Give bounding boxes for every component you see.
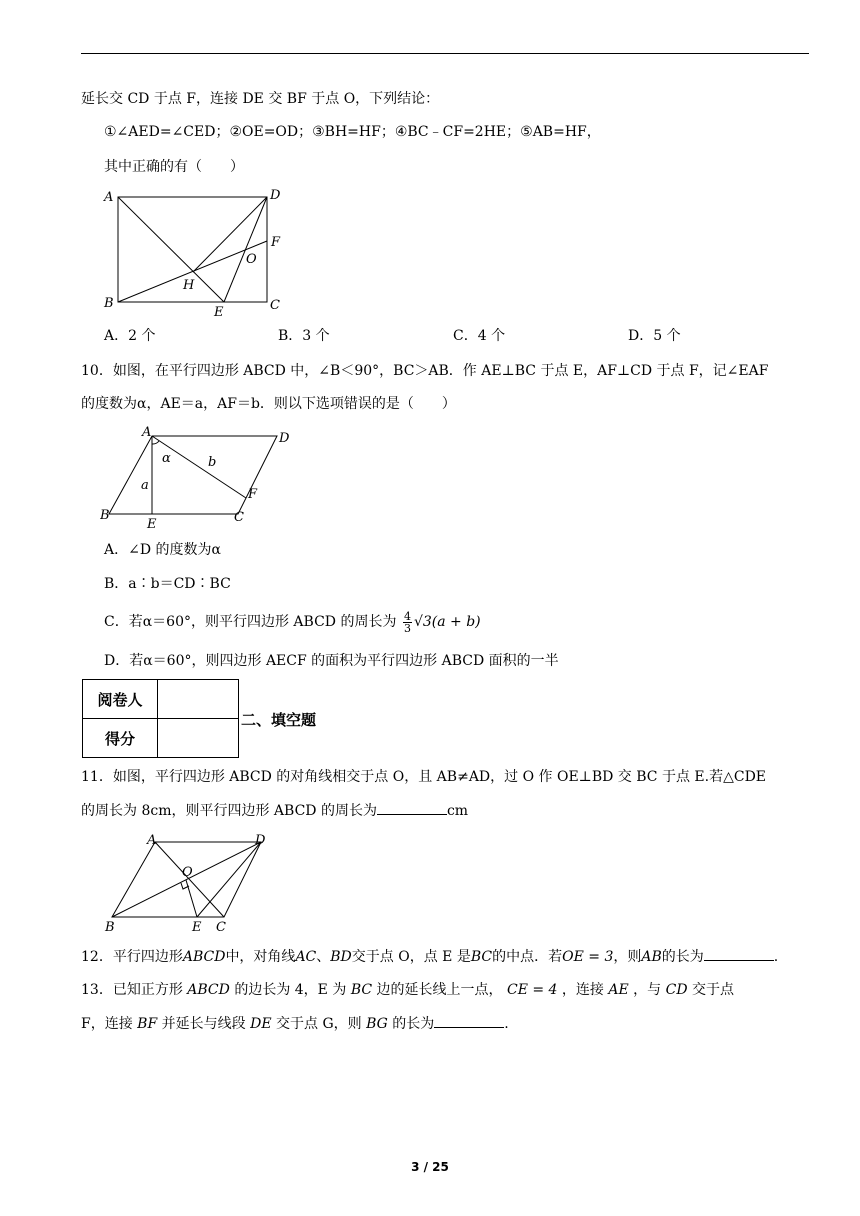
label-f: F <box>271 235 281 250</box>
q12-text: 的长为 <box>661 949 704 965</box>
label-b: B <box>100 508 110 523</box>
math-ce: CE = 4 <box>506 982 558 998</box>
q13-text: 边的延长线上一点， <box>372 982 507 998</box>
q10-option-c <box>104 609 481 635</box>
q12-text: ，则 <box>613 949 642 965</box>
q13-end: . <box>504 1016 509 1032</box>
q9-option-a: A．2 个 <box>104 328 156 344</box>
label-e: E <box>147 517 157 530</box>
reviewer-cell <box>158 680 239 719</box>
altitude-af <box>152 436 246 498</box>
section-title: 二、填空题 <box>241 711 317 729</box>
label-a: A <box>147 833 157 848</box>
q9-option-d: D．5 个 <box>628 328 681 344</box>
fraction <box>403 611 412 634</box>
q13-text: 的长为 <box>387 1016 435 1032</box>
q11-unit: cm <box>446 803 469 819</box>
score-cell <box>158 719 239 758</box>
q12-end: . <box>773 949 779 965</box>
q13-text: 交于点 <box>687 982 735 998</box>
label-d: D <box>255 833 266 848</box>
q11-line1: 11．如图，平行四边形 ABCD 的对角线相交于点 O，且 AB≠AD，过 O 作 OE⊥BD 交 BC 于点 E.若△CDE <box>81 769 767 785</box>
math-bg: BG <box>366 1016 388 1032</box>
label-c: C <box>234 510 244 525</box>
q9-prompt: 其中正确的有（ ） <box>104 159 244 175</box>
page-number: 3 / 25 <box>411 1160 449 1174</box>
q10-option-d: D．若α＝60°，则四边形 AECF 的面积为平行四边形 ABCD 面积的一半 <box>104 653 559 669</box>
q10-figure <box>100 422 300 530</box>
label-h: H <box>183 278 195 293</box>
q13-text: 的边长为 4，E 为 <box>229 982 351 998</box>
q12-text: 、 <box>316 949 331 965</box>
header-rule <box>81 53 809 54</box>
fraction-denominator: 3 <box>403 621 411 635</box>
math-bf: BF <box>137 1016 158 1032</box>
q10-option-a: A．∠D 的度数为α <box>104 542 221 558</box>
label-a: A <box>142 425 152 440</box>
q10-option-c-expr: √3(a + b) <box>413 614 481 630</box>
label-o: O <box>246 252 257 267</box>
q13-text: ，与 <box>628 982 666 998</box>
q10-line1: 10．如图，在平行四边形 ABCD 中，∠B＜90°，BC＞AB．作 AE⊥BC 于点 E，AF⊥CD 于点 F，记∠EAF <box>81 363 769 379</box>
label-a: A <box>104 190 114 205</box>
math-oe: OE = 3 <box>562 949 614 965</box>
q11-figure <box>100 828 280 936</box>
math-de: DE <box>250 1016 272 1032</box>
answer-blank <box>434 1013 504 1028</box>
q13-text: 13．已知正方形 <box>81 982 188 998</box>
q13-text: 交于点 G，则 <box>271 1016 367 1032</box>
math-bd: BD <box>330 949 352 965</box>
q12-text: 12．平行四边形 <box>81 949 183 965</box>
q10-option-c-text: C．若α＝60°，则平行四边形 ABCD 的周长为 <box>104 614 397 630</box>
q9-option-c: C．4 个 <box>453 328 506 344</box>
q13-text: F，连接 <box>81 1016 138 1032</box>
label-o: O <box>182 865 193 880</box>
parallelogram-abcd <box>109 436 277 514</box>
label-d: D <box>270 188 281 203</box>
label-alpha: α <box>162 451 171 466</box>
label-b: B <box>104 296 114 311</box>
q13-line2 <box>81 1013 509 1034</box>
label-b: B <box>105 920 115 935</box>
q11-line2 <box>81 800 468 821</box>
math-ae: AE <box>608 982 629 998</box>
segment-ae <box>118 197 224 302</box>
q12-line <box>81 946 778 967</box>
label-d: D <box>279 431 290 446</box>
q10-line2: 的度数为α，AE＝a，AF＝b．则以下选项错误的是（ ） <box>81 396 456 412</box>
q13-line1 <box>81 980 734 1000</box>
score-label: 得分 <box>83 719 158 758</box>
label-c: C <box>270 298 280 313</box>
label-e: E <box>214 305 224 320</box>
alpha-arc <box>152 441 159 444</box>
label-a-length: a <box>141 478 149 493</box>
reviewer-label: 阅卷人 <box>83 680 158 719</box>
q9-figure <box>100 185 290 320</box>
math-cd: CD <box>665 982 688 998</box>
label-c: C <box>216 920 226 935</box>
math-ac: AC <box>295 949 317 965</box>
math-ab: AB <box>641 949 662 965</box>
label-b-length: b <box>208 455 217 470</box>
label-f: F <box>248 487 258 502</box>
q9-option-b: B．3 个 <box>278 328 330 344</box>
label-e: E <box>192 920 202 935</box>
math-bc: BC <box>470 949 493 965</box>
q13-text: ，连接 <box>557 982 609 998</box>
q12-text: 的中点．若 <box>492 949 563 965</box>
q12-text: 交于点 O，点 E 是 <box>351 949 471 965</box>
q12-text: 中，对角线 <box>225 949 296 965</box>
fraction-numerator: 4 <box>403 609 411 623</box>
math-bc: BC <box>350 982 373 998</box>
math-abcd: ABCD <box>187 982 230 998</box>
q11-line2-text: 的周长为 8cm，则平行四边形 ABCD 的周长为 <box>81 803 377 819</box>
q9-statements: ①∠AED=∠CED；②OE=OD；③BH=HF；④BC﹣CF=2HE；⑤AB=HF， <box>104 124 601 140</box>
q9-line1: 延长交 CD 于点 F，连接 DE 交 BF 于点 O，下列结论： <box>81 91 440 107</box>
answer-blank <box>704 946 774 961</box>
answer-blank <box>377 800 447 815</box>
score-table <box>82 679 239 758</box>
math-abcd: ABCD <box>182 949 226 965</box>
q10-option-b: B．a∶b＝CD∶BC <box>104 576 231 592</box>
q13-text: 并延长与线段 <box>157 1016 251 1032</box>
